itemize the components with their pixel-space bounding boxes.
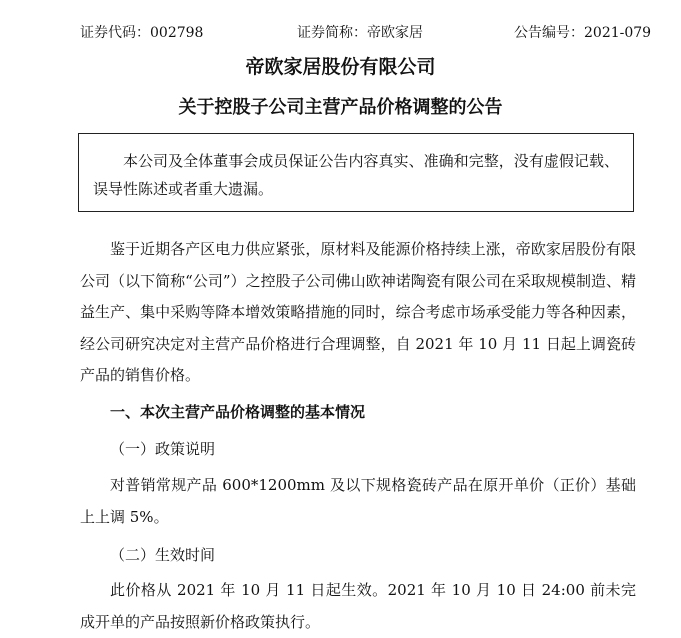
announcement-number: 公告编号：2021-079 — [514, 25, 652, 41]
document-header — [0, 22, 681, 42]
announcement-title: 关于控股子公司主营产品价格调整的公告 — [178, 97, 503, 118]
disclaimer-box — [78, 133, 634, 212]
stock-abbreviation: 证券简称：帝欧家居 — [297, 25, 423, 41]
company-name: 帝欧家居股份有限公司 — [245, 56, 436, 78]
stock-code: 证券代码：002798 — [80, 25, 204, 41]
subsection-heading-effective-time: （二）生效时间 — [110, 546, 216, 564]
body-paragraph-2: 对普销常规产品 600*1200mm 及以下规格瓷砖产品在原开单价（正价）基础上上调 5%。 — [80, 476, 636, 526]
body-paragraph-1: 鉴于近期各产区电力供应紧张，原材料及能源价格持续上涨，帝欧家居股份有限公司（以下简称“公司”）之控股子公司佛山欧神诺陶瓷有限公司在采取规模制造、精益生产、集中采购等降本增效策略措施的同时，综合考虑市场承受能力等各种因素，经公司研究决定对主营产品价格进行合理调整，自 2021 年 10 月 11 日起上调瓷砖产品的销售价格。 — [80, 240, 636, 384]
body-paragraph-3: 此价格从 2021 年 10 月 11 日起生效。2021 年 10 月 10 日 24:00 前未完成开单的产品按照新价格政策执行。 — [80, 581, 636, 631]
subsection-heading-policy: （一）政策说明 — [110, 440, 216, 458]
disclaimer-text: 本公司及全体董事会成员保证公告内容真实、准确和完整，没有虚假记载、误导性陈述或者重大遗漏。 — [93, 152, 619, 198]
section-heading-1: 一、本次主营产品价格调整的基本情况 — [110, 403, 366, 421]
